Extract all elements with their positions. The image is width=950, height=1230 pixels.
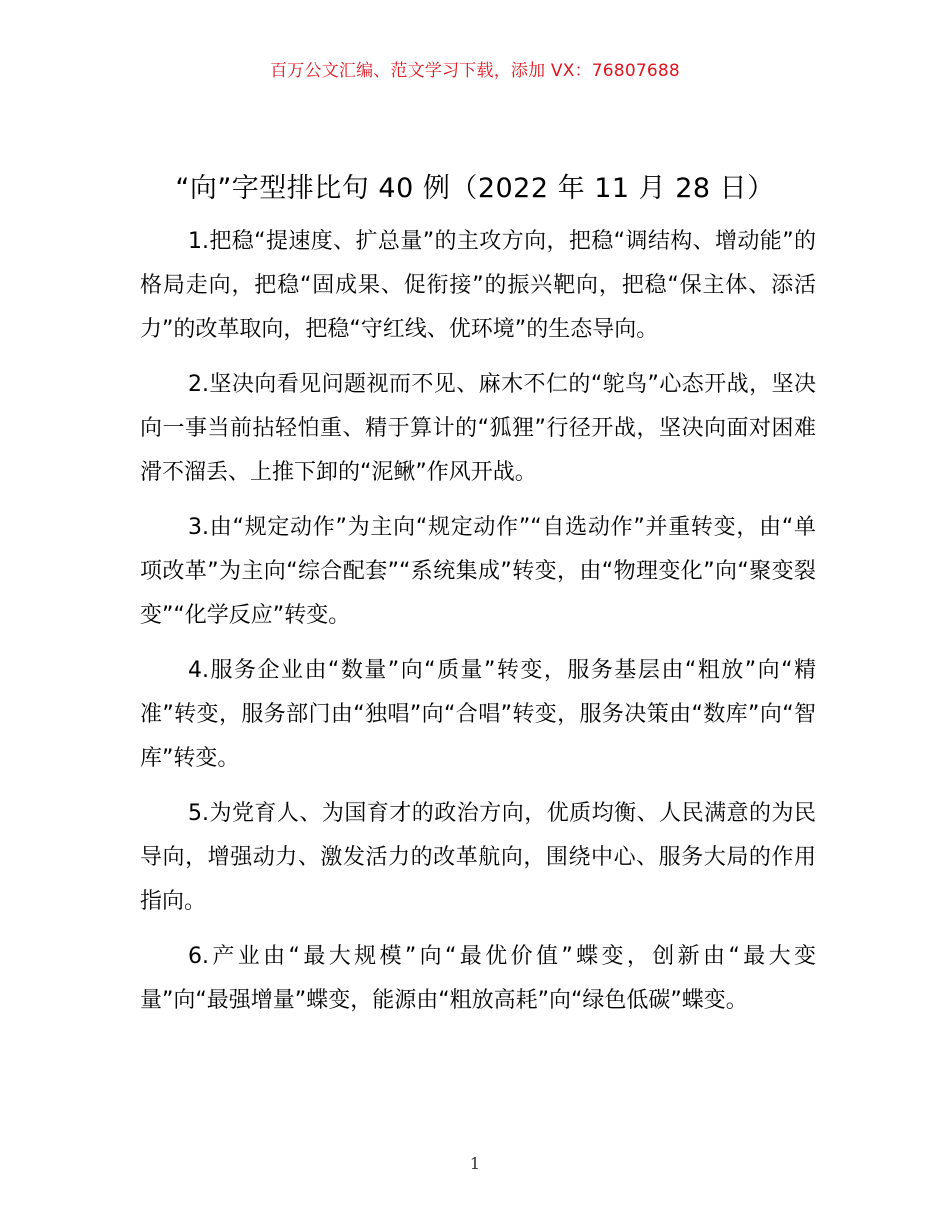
watermark-header: 百万公文汇编、范文学习下载，添加 VX：76807688	[270, 61, 680, 81]
paragraph-6: 6.产业由“最大规模”向“最优价值”蝶变，创新由“最大变量”向“最强增量”蝶变，能源由“粗放高耗”向“绿色低碳”蝶变。	[140, 944, 816, 1013]
paragraph-3: 3.由“规定动作”为主向“规定动作”“自选动作”并重转变，由“单项改革”为主向“综合配套”“系统集成”转变，由“物理变化”向“聚变裂变”“化学反应”转变。	[140, 515, 816, 628]
document-title: “向”字型排比句 40 例（2022 年 11 月 28 日）	[175, 173, 775, 204]
paragraph-5: 5.为党育人、为国育才的政治方向，优质均衡、人民满意的为民导向，增强动力、激发活力的改革航向，围绕中心、服务大局的作用指向。	[140, 801, 816, 914]
paragraph-2: 2.坚决向看见问题视而不见、麻木不仁的“鸵鸟”心态开战，坚决向一事当前拈轻怕重、精于算计的“狐狸”行径开战，坚决向面对困难滑不溜丢、上推下卸的“泥鳅”作风开战。	[140, 372, 816, 485]
paragraph-4: 4.服务企业由“数量”向“质量”转变，服务基层由“粗放”向“精准”转变，服务部门由“独唱”向“合唱”转变，服务决策由“数库”向“智库”转变。	[140, 658, 816, 771]
document-body	[140, 220, 816, 1034]
page-number: 1	[469, 1154, 481, 1173]
paragraph-1: 1.把稳“提速度、扩总量”的主攻方向，把稳“调结构、增动能”的格局走向，把稳“固成果、促衔接”的振兴靶向，把稳“保主体、添活力”的改革取向，把稳“守红线、优环境”的生态导向。	[140, 229, 816, 342]
